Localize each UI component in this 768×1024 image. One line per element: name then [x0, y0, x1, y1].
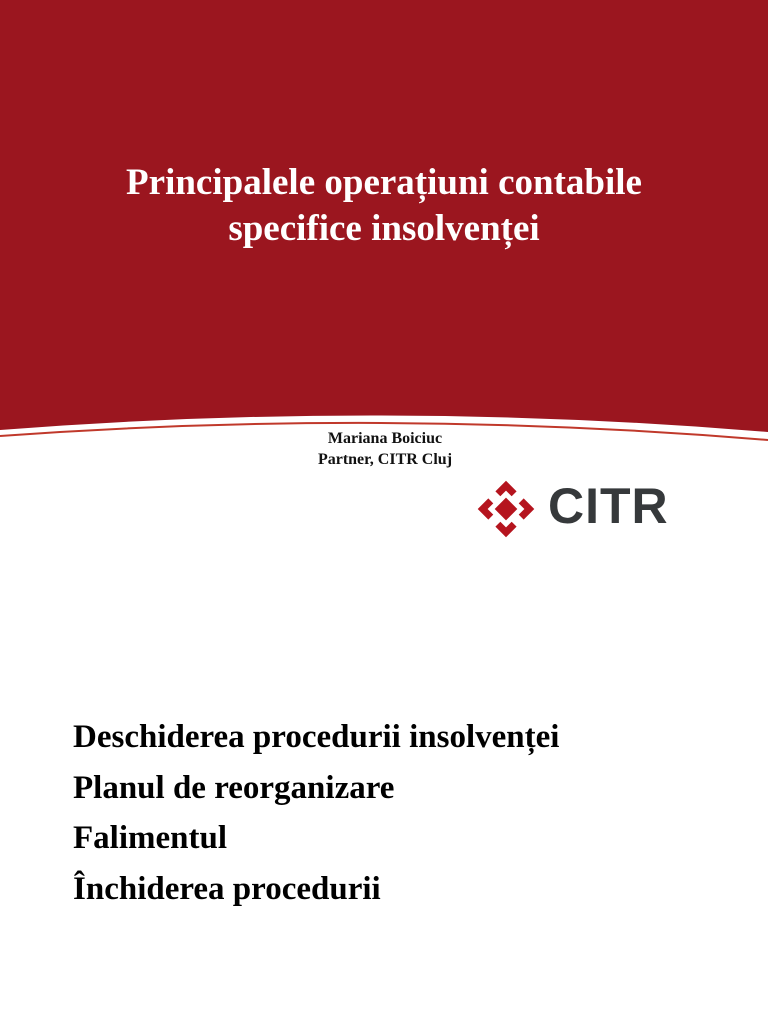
citr-diamond-icon	[474, 477, 538, 541]
topics-list	[73, 712, 559, 914]
author-name: Mariana Boiciuc	[327, 430, 443, 447]
logo-text: CITR	[548, 478, 669, 534]
author-role: Partner, CITR Cluj	[317, 451, 453, 468]
title-line-1: Principalele operațiuni contabile	[126, 162, 642, 203]
author-block	[200, 428, 570, 470]
presentation-title	[0, 160, 768, 252]
topic-item: Deschiderea procedurii insolvenței	[73, 719, 560, 755]
topic-item: Falimentul	[73, 820, 227, 856]
topic-item: Închiderea procedurii	[73, 870, 381, 907]
title-line-2: specifice insolvenței	[228, 208, 540, 249]
topic-item: Planul de reorganizare	[73, 769, 395, 806]
citr-logo	[474, 474, 694, 540]
